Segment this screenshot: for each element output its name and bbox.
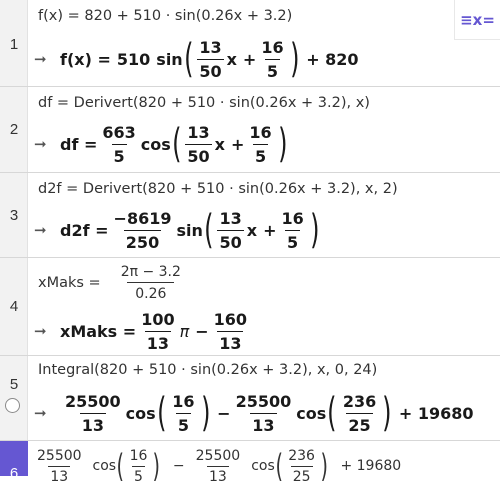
arrow-icon: ➞	[34, 50, 47, 68]
fraction: $\frac{236}{25}$	[288, 447, 315, 485]
input-expression[interactable]: d2f = Derivert(820 + 510 · sin(0.26x + 3.2), x, 2)	[38, 181, 398, 197]
output-expression: ➞ df = $\frac{663}{5}$ cos ( $\frac{13}{50}$ x + $\frac{16}{5}$ )	[34, 121, 288, 167]
arrow-icon: ➞	[34, 404, 47, 422]
fraction: $\frac{236}{25}$	[342, 391, 377, 435]
algebra-row-5[interactable]	[0, 356, 500, 441]
output-expression: ➞ xMaks = $\frac{100}{13}$ π − $\frac{160}{13}$	[34, 309, 248, 353]
fraction: $\frac{25500}{13}$	[65, 391, 121, 435]
input-expression[interactable]: df = Derivert(820 + 510 · sin(0.26x + 3.2), x)	[38, 95, 370, 111]
algebra-menu-icon[interactable]: ≡x=	[454, 0, 500, 40]
row-number: 4	[9, 298, 19, 315]
visibility-toggle[interactable]	[5, 398, 20, 413]
algebra-row-3[interactable]	[0, 173, 500, 258]
input-expression[interactable]: Integral(820 + 510 · sin(0.26x + 3.2), x, 0, 24)	[38, 362, 378, 378]
input-expression[interactable]: f(x) = 820 + 510 · sin(0.26x + 3.2)	[38, 8, 293, 24]
fraction: $\frac{2\pi - 3.2}{0.26}$	[120, 264, 181, 302]
algebra-row-2[interactable]	[0, 87, 500, 173]
fraction: $\frac{16}{5}$	[129, 447, 148, 485]
row-number: 6	[0, 441, 28, 476]
fraction: $\frac{25500}{13}$	[195, 447, 241, 485]
output-expression: ➞ f(x) = 510 sin ( $\frac{13}{50}$ x + $\frac{16}{5}$ ) + 820	[34, 36, 359, 82]
input-expression[interactable]: $\frac{25500}{13}$ cos ( $\frac{16}{5}$ ) − $\frac{25500}{13}$ cos ( $\frac{236}{25}$ ) + 19680	[37, 447, 402, 485]
fraction: $\frac{13}{50}$	[187, 122, 210, 166]
arrow-icon: ➞	[34, 135, 47, 153]
fraction: $\frac{-8619}{250}$	[113, 208, 172, 252]
fraction: $\frac{13}{50}$	[199, 37, 222, 81]
fraction: $\frac{160}{13}$	[213, 309, 248, 353]
row-number: 5	[9, 376, 19, 393]
fraction: $\frac{16}{5}$	[172, 391, 195, 435]
row-number: 3	[9, 207, 19, 224]
fraction: $\frac{25500}{13}$	[235, 391, 292, 435]
arrow-icon: ➞	[34, 322, 47, 340]
algebra-row-4[interactable]	[0, 258, 500, 356]
algebra-row-6[interactable]	[0, 441, 500, 485]
row-number: 1	[9, 36, 19, 53]
output-expression: ➞ d2f = $\frac{-8619}{250}$ sin ( $\frac{13}{50}$ x + $\frac{16}{5}$ )	[34, 207, 320, 253]
fraction: $\frac{663}{5}$	[102, 122, 136, 166]
output-expression: ➞ $\frac{25500}{13}$ cos ( $\frac{16}{5}$ ) − $\frac{25500}{13}$ cos ( $\frac{236}{25}$ ) + 19680	[34, 390, 474, 436]
fraction: $\frac{13}{50}$	[219, 208, 242, 252]
fraction: $\frac{16}{5}$	[249, 122, 272, 166]
fraction: $\frac{16}{5}$	[261, 37, 284, 81]
row-number: 2	[9, 121, 19, 138]
fraction: $\frac{16}{5}$	[281, 208, 304, 252]
input-expression[interactable]: xMaks = $\frac{2\pi - 3.2}{0.26}$	[38, 264, 181, 302]
fraction: $\frac{100}{13}$	[141, 309, 175, 353]
fraction: $\frac{25500}{13}$	[37, 447, 82, 485]
arrow-icon: ➞	[34, 221, 47, 239]
algebra-row-1[interactable]	[0, 0, 500, 87]
